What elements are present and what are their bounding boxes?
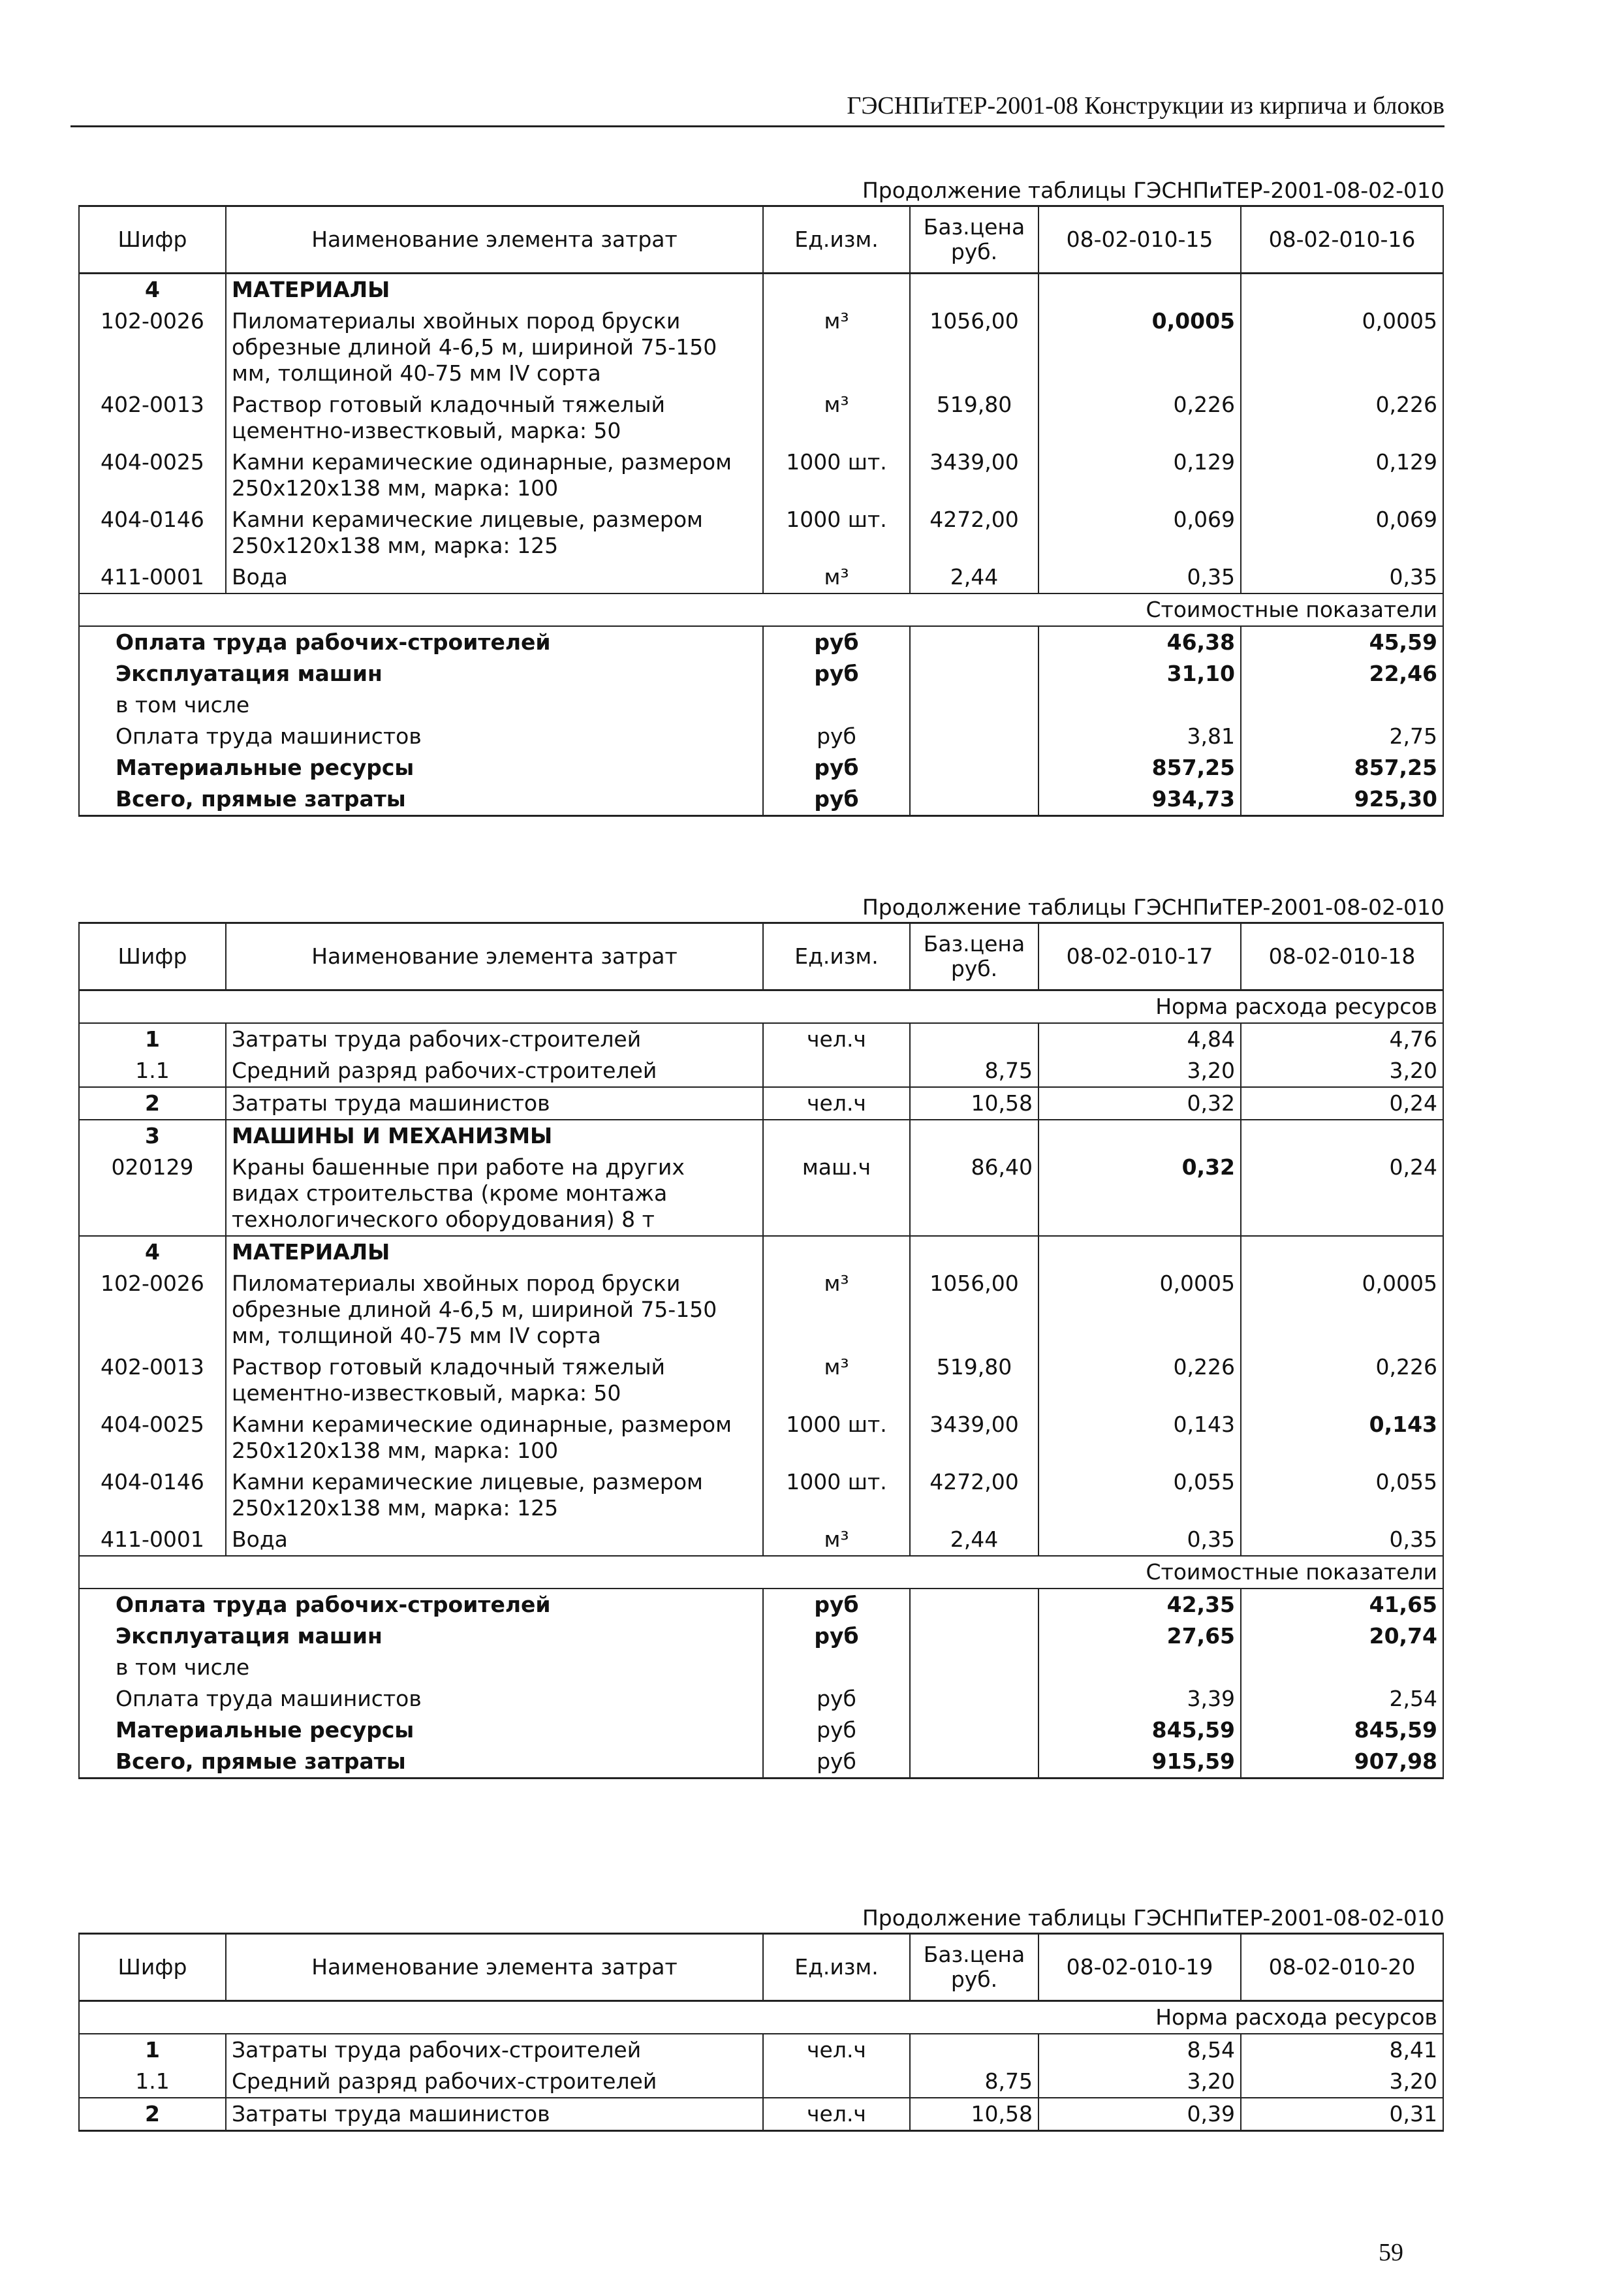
table-row — [79, 2066, 1443, 2098]
row-code: 1 — [79, 1023, 226, 1055]
row-code: 404-0025 — [79, 447, 226, 504]
summary-unit: руб — [763, 658, 910, 689]
row-value-a: 0,35 — [1038, 1524, 1241, 1556]
table-row — [79, 306, 1443, 389]
row-price: 519,80 — [910, 389, 1038, 447]
row-name: Затраты труда рабочих-строителей — [226, 1023, 763, 1055]
section-title: МАТЕРИАЛЫ — [226, 274, 763, 306]
row-price — [910, 1023, 1038, 1055]
row-value-b: 0,226 — [1241, 389, 1443, 447]
col-header-code: Шифр — [79, 1934, 226, 2001]
col-header-code: Шифр — [79, 206, 226, 274]
row-value-b: 0,35 — [1241, 1524, 1443, 1556]
page-number: 59 — [1379, 2239, 1403, 2266]
col-header-b: 08-02-010-20 — [1241, 1934, 1443, 2001]
row-unit: 1000 шт. — [763, 1409, 910, 1466]
row-unit: маш.ч — [763, 1152, 910, 1236]
col-header-a: 08-02-010-15 — [1038, 206, 1241, 274]
row-unit: 1000 шт. — [763, 1466, 910, 1524]
row-value-b: 3,20 — [1241, 2066, 1443, 2098]
cost-indicators-label: Стоимостные показатели — [79, 593, 1443, 626]
row-value-a: 0,32 — [1038, 1152, 1241, 1236]
summary-value-a — [1038, 689, 1241, 721]
summary-row — [79, 721, 1443, 752]
row-value-b: 0,0005 — [1241, 1268, 1443, 1352]
row-value-a: 0,055 — [1038, 1466, 1241, 1524]
row-value-b: 8,41 — [1241, 2034, 1443, 2066]
row-unit: чел.ч — [763, 1087, 910, 1120]
row-price — [910, 2034, 1038, 2066]
row-unit: 1000 шт. — [763, 447, 910, 504]
summary-name: в том числе — [79, 689, 763, 721]
resource-norm-label: Норма расхода ресурсов — [79, 990, 1443, 1024]
row-price: 3439,00 — [910, 1409, 1038, 1466]
summary-name: в том числе — [79, 1652, 763, 1683]
resource-table-1 — [78, 205, 1444, 817]
row-price: 86,40 — [910, 1152, 1038, 1236]
table-caption: Продолжение таблицы ГЭСНПиТЕР-2001-08-02-010 — [862, 1905, 1444, 1931]
cost-indicators-label: Стоимостные показатели — [79, 1556, 1443, 1589]
row-price: 3439,00 — [910, 447, 1038, 504]
resource-table-3 — [78, 1933, 1444, 2132]
running-header — [70, 91, 1444, 127]
row-code: 411-0001 — [79, 1524, 226, 1556]
band-row — [79, 593, 1443, 626]
summary-row — [79, 689, 1443, 721]
table-row — [79, 1023, 1443, 1055]
summary-value-b: 22,46 — [1241, 658, 1443, 689]
row-unit: м³ — [763, 1524, 910, 1556]
summary-name: Материальные ресурсы — [79, 752, 763, 783]
row-name: Камни керамические одинарные, размером 250x120x138 мм, марка: 100 — [226, 1409, 763, 1466]
resource-norm-label: Норма расхода ресурсов — [79, 2001, 1443, 2034]
row-unit: чел.ч — [763, 2098, 910, 2131]
table-header-row — [79, 1934, 1443, 2001]
summary-value-a: 31,10 — [1038, 658, 1241, 689]
row-unit: м³ — [763, 306, 910, 389]
row-value-a: 0,226 — [1038, 389, 1241, 447]
band-row — [79, 2001, 1443, 2034]
row-value-a: 0,143 — [1038, 1409, 1241, 1466]
summary-value-a: 42,35 — [1038, 1589, 1241, 1621]
row-value-a: 8,54 — [1038, 2034, 1241, 2066]
section-title: МАТЕРИАЛЫ — [226, 1236, 763, 1268]
summary-row — [79, 783, 1443, 816]
summary-value-a: 845,59 — [1038, 1715, 1241, 1746]
summary-row — [79, 1683, 1443, 1715]
summary-value-b: 20,74 — [1241, 1621, 1443, 1652]
row-price: 4272,00 — [910, 1466, 1038, 1524]
row-code: 020129 — [79, 1152, 226, 1236]
row-name: Затраты труда машинистов — [226, 2098, 763, 2131]
band-row — [79, 1556, 1443, 1589]
col-header-b: 08-02-010-16 — [1241, 206, 1443, 274]
summary-row — [79, 1589, 1443, 1621]
table-row — [79, 561, 1443, 593]
col-header-name: Наименование элемента затрат — [226, 206, 763, 274]
summary-value-b — [1241, 1652, 1443, 1683]
header-title: ГЭСНПиТЕР-2001-08 Конструкции из кирпича и блоков — [847, 92, 1444, 119]
table-row — [79, 504, 1443, 561]
summary-unit: руб — [763, 1683, 910, 1715]
summary-value-b: 857,25 — [1241, 752, 1443, 783]
row-code: 2 — [79, 2098, 226, 2131]
row-code: 102-0026 — [79, 306, 226, 389]
section-row — [79, 1236, 1443, 1268]
table-row — [79, 1466, 1443, 1524]
row-name: Пиломатериалы хвойных пород бруски обрезные длиной 4-6,5 м, шириной 75-150 мм, толщиной 40-75 мм IV сорта — [226, 306, 763, 389]
row-code: 102-0026 — [79, 1268, 226, 1352]
row-price: 4272,00 — [910, 504, 1038, 561]
summary-name: Эксплуатация машин — [79, 1621, 763, 1652]
col-header-price: Баз.цена руб. — [910, 1934, 1038, 2001]
row-code: 404-0146 — [79, 504, 226, 561]
col-header-code: Шифр — [79, 923, 226, 990]
summary-row — [79, 658, 1443, 689]
summary-value-a: 915,59 — [1038, 1746, 1241, 1779]
row-code: 2 — [79, 1087, 226, 1120]
row-value-b: 3,20 — [1241, 1055, 1443, 1087]
row-code: 411-0001 — [79, 561, 226, 593]
summary-value-b: 845,59 — [1241, 1715, 1443, 1746]
row-name: Раствор готовый кладочный тяжелый цементно-известковый, марка: 50 — [226, 1352, 763, 1409]
table-row — [79, 1087, 1443, 1120]
row-unit — [763, 1055, 910, 1087]
col-header-price: Баз.цена руб. — [910, 923, 1038, 990]
row-name: Краны башенные при работе на других видах строительства (кроме монтажа технологического оборудования) 8 т — [226, 1152, 763, 1236]
summary-unit: руб — [763, 1715, 910, 1746]
row-value-b: 4,76 — [1241, 1023, 1443, 1055]
row-value-a: 0,39 — [1038, 2098, 1241, 2131]
summary-name: Оплата труда машинистов — [79, 721, 763, 752]
row-name: Вода — [226, 561, 763, 593]
row-value-a: 4,84 — [1038, 1023, 1241, 1055]
row-value-a: 0,35 — [1038, 561, 1241, 593]
col-header-a: 08-02-010-19 — [1038, 1934, 1241, 2001]
row-value-a: 0,32 — [1038, 1087, 1241, 1120]
row-name: Затраты труда машинистов — [226, 1087, 763, 1120]
summary-row — [79, 1746, 1443, 1779]
table-row — [79, 1152, 1443, 1236]
row-value-a: 0,0005 — [1038, 306, 1241, 389]
summary-value-b — [1241, 689, 1443, 721]
table-row — [79, 1055, 1443, 1087]
row-value-a: 0,129 — [1038, 447, 1241, 504]
row-value-b: 0,24 — [1241, 1152, 1443, 1236]
row-value-a: 3,20 — [1038, 2066, 1241, 2098]
summary-row — [79, 626, 1443, 658]
summary-unit: руб — [763, 1621, 910, 1652]
table-row — [79, 1524, 1443, 1556]
summary-name: Оплата труда рабочих-строителей — [79, 1589, 763, 1621]
table-row — [79, 2034, 1443, 2066]
row-name: Пиломатериалы хвойных пород бруски обрезные длиной 4-6,5 м, шириной 75-150 мм, толщиной 40-75 мм IV сорта — [226, 1268, 763, 1352]
row-name: Камни керамические лицевые, размером 250x120x138 мм, марка: 125 — [226, 1466, 763, 1524]
table-caption: Продолжение таблицы ГЭСНПиТЕР-2001-08-02-010 — [862, 178, 1444, 203]
row-code: 404-0146 — [79, 1466, 226, 1524]
col-header-unit: Ед.изм. — [763, 206, 910, 274]
summary-unit — [763, 1652, 910, 1683]
table-row — [79, 447, 1443, 504]
summary-value-a: 3,81 — [1038, 721, 1241, 752]
row-price: 1056,00 — [910, 1268, 1038, 1352]
row-value-a: 0,069 — [1038, 504, 1241, 561]
table-header-row — [79, 206, 1443, 274]
summary-unit: руб — [763, 783, 910, 816]
section-code: 3 — [79, 1120, 226, 1152]
col-header-unit: Ед.изм. — [763, 923, 910, 990]
summary-unit: руб — [763, 626, 910, 658]
row-price: 2,44 — [910, 561, 1038, 593]
row-price: 8,75 — [910, 1055, 1038, 1087]
summary-value-b: 45,59 — [1241, 626, 1443, 658]
row-code: 402-0013 — [79, 1352, 226, 1409]
row-value-a: 0,0005 — [1038, 1268, 1241, 1352]
row-name: Камни керамические лицевые, размером 250x120x138 мм, марка: 125 — [226, 504, 763, 561]
section-code: 4 — [79, 1236, 226, 1268]
row-value-b: 0,069 — [1241, 504, 1443, 561]
summary-name: Оплата труда рабочих-строителей — [79, 626, 763, 658]
summary-value-b: 41,65 — [1241, 1589, 1443, 1621]
row-name: Затраты труда рабочих-строителей — [226, 2034, 763, 2066]
summary-row — [79, 752, 1443, 783]
row-name: Раствор готовый кладочный тяжелый цементно-известковый, марка: 50 — [226, 389, 763, 447]
row-unit: м³ — [763, 1352, 910, 1409]
summary-name: Всего, прямые затраты — [79, 1746, 763, 1779]
row-price: 10,58 — [910, 2098, 1038, 2131]
summary-row — [79, 1621, 1443, 1652]
summary-value-a: 934,73 — [1038, 783, 1241, 816]
row-price: 519,80 — [910, 1352, 1038, 1409]
row-value-b: 0,35 — [1241, 561, 1443, 593]
row-price: 1056,00 — [910, 306, 1038, 389]
row-value-b: 0,226 — [1241, 1352, 1443, 1409]
row-unit: м³ — [763, 561, 910, 593]
row-unit — [763, 2066, 910, 2098]
row-value-b: 0,129 — [1241, 447, 1443, 504]
summary-value-a: 857,25 — [1038, 752, 1241, 783]
col-header-name: Наименование элемента затрат — [226, 1934, 763, 2001]
summary-value-b: 925,30 — [1241, 783, 1443, 816]
resource-table-2 — [78, 922, 1444, 1779]
col-header-price: Баз.цена руб. — [910, 206, 1038, 274]
col-header-name: Наименование элемента затрат — [226, 923, 763, 990]
row-code: 1.1 — [79, 2066, 226, 2098]
row-value-a: 3,20 — [1038, 1055, 1241, 1087]
table-header-row — [79, 923, 1443, 990]
row-price: 8,75 — [910, 2066, 1038, 2098]
row-unit: 1000 шт. — [763, 504, 910, 561]
table-row — [79, 1409, 1443, 1466]
summary-unit: руб — [763, 1589, 910, 1621]
row-code: 1.1 — [79, 1055, 226, 1087]
row-value-b: 0,24 — [1241, 1087, 1443, 1120]
summary-name: Всего, прямые затраты — [79, 783, 763, 816]
row-value-b: 0,0005 — [1241, 306, 1443, 389]
row-price: 10,58 — [910, 1087, 1038, 1120]
summary-value-a: 3,39 — [1038, 1683, 1241, 1715]
section-title: МАШИНЫ И МЕХАНИЗМЫ — [226, 1120, 763, 1152]
summary-unit: руб — [763, 721, 910, 752]
summary-unit — [763, 689, 910, 721]
row-unit: чел.ч — [763, 1023, 910, 1055]
table-row — [79, 1352, 1443, 1409]
table-row — [79, 2098, 1443, 2131]
section-row — [79, 274, 1443, 306]
row-name: Средний разряд рабочих-строителей — [226, 1055, 763, 1087]
col-header-a: 08-02-010-17 — [1038, 923, 1241, 990]
row-code: 404-0025 — [79, 1409, 226, 1466]
row-value-b: 0,055 — [1241, 1466, 1443, 1524]
summary-value-a: 46,38 — [1038, 626, 1241, 658]
summary-value-b: 2,75 — [1241, 721, 1443, 752]
summary-unit: руб — [763, 752, 910, 783]
summary-row — [79, 1652, 1443, 1683]
summary-value-a: 27,65 — [1038, 1621, 1241, 1652]
band-row — [79, 990, 1443, 1024]
row-name: Камни керамические одинарные, размером 250x120x138 мм, марка: 100 — [226, 447, 763, 504]
summary-name: Эксплуатация машин — [79, 658, 763, 689]
summary-value-a — [1038, 1652, 1241, 1683]
row-name: Вода — [226, 1524, 763, 1556]
section-code: 4 — [79, 274, 226, 306]
summary-row — [79, 1715, 1443, 1746]
row-unit: чел.ч — [763, 2034, 910, 2066]
summary-value-b: 2,54 — [1241, 1683, 1443, 1715]
summary-unit: руб — [763, 1746, 910, 1779]
col-header-b: 08-02-010-18 — [1241, 923, 1443, 990]
summary-value-b: 907,98 — [1241, 1746, 1443, 1779]
col-header-unit: Ед.изм. — [763, 1934, 910, 2001]
row-price: 2,44 — [910, 1524, 1038, 1556]
row-value-b: 0,31 — [1241, 2098, 1443, 2131]
section-row — [79, 1120, 1443, 1152]
summary-name: Оплата труда машинистов — [79, 1683, 763, 1715]
table-caption: Продолжение таблицы ГЭСНПиТЕР-2001-08-02-010 — [862, 894, 1444, 920]
row-name: Средний разряд рабочих-строителей — [226, 2066, 763, 2098]
summary-name: Материальные ресурсы — [79, 1715, 763, 1746]
table-row — [79, 1268, 1443, 1352]
row-value-b: 0,143 — [1241, 1409, 1443, 1466]
row-code: 402-0013 — [79, 389, 226, 447]
row-value-a: 0,226 — [1038, 1352, 1241, 1409]
table-row — [79, 389, 1443, 447]
row-code: 1 — [79, 2034, 226, 2066]
row-unit: м³ — [763, 1268, 910, 1352]
row-unit: м³ — [763, 389, 910, 447]
